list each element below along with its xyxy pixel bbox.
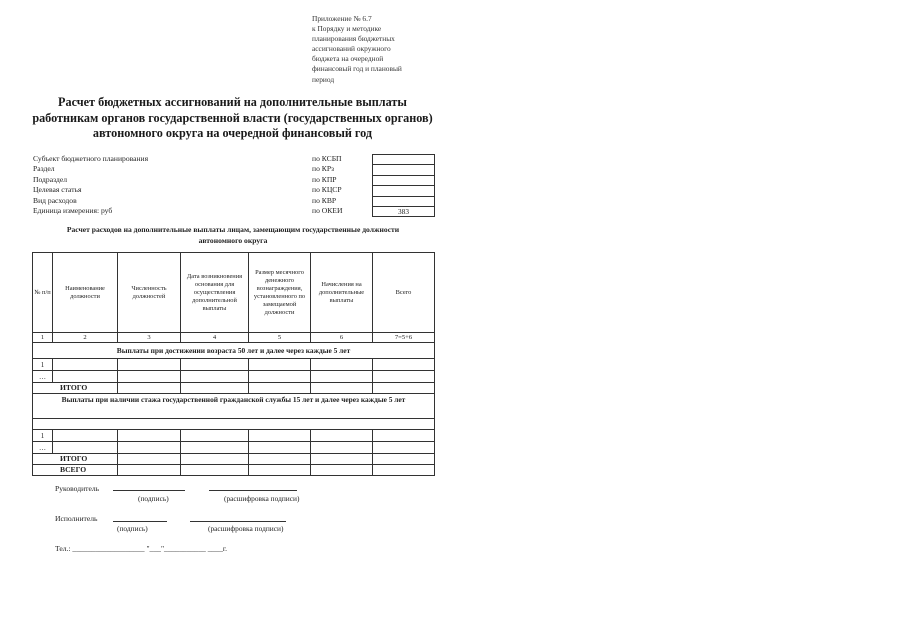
table-cell[interactable]	[373, 371, 435, 383]
column-number: 6	[311, 333, 373, 343]
table-subtitle	[38, 225, 428, 246]
header-cell: № п/п	[33, 253, 53, 333]
table-cell[interactable]	[53, 371, 118, 383]
column-number-row	[33, 333, 435, 343]
column-number: 7=5+6	[373, 333, 435, 343]
table-cell[interactable]	[118, 465, 181, 476]
table-cell[interactable]	[311, 454, 373, 465]
executor-label: Исполнитель	[55, 514, 98, 523]
subtitle-line: Расчет расходов на дополнительные выплаты лицам, замещающим государственные должности	[66, 225, 400, 234]
row-index: 1	[33, 430, 53, 442]
code-value-kcsr[interactable]	[373, 186, 434, 196]
code-name: по КСБП	[312, 154, 342, 163]
executor-decoding-line[interactable]	[190, 521, 286, 522]
grand-total-row	[33, 465, 435, 476]
code-names	[312, 154, 342, 216]
header-cell: Наименование должности	[53, 253, 118, 333]
table-cell[interactable]	[181, 359, 249, 371]
executor-signature-caption: (подпись)	[117, 524, 148, 533]
column-number: 1	[33, 333, 53, 343]
table-cell[interactable]	[249, 371, 311, 383]
table-row	[33, 371, 435, 383]
table-cell[interactable]	[249, 454, 311, 465]
code-name: по КПР	[312, 174, 337, 184]
table-cell[interactable]	[311, 359, 373, 371]
table-cell[interactable]	[373, 465, 435, 476]
payments-table	[32, 252, 435, 476]
head-signature-caption: (подпись)	[138, 494, 169, 503]
table-cell[interactable]	[249, 383, 311, 394]
executor-decoding-caption: (расшифровка подписи)	[208, 524, 284, 533]
table-cell[interactable]	[249, 430, 311, 442]
head-decoding-line[interactable]	[209, 490, 297, 491]
title-line: работникам органов государственной власти (государственных органов)	[32, 110, 433, 125]
code-name: по ОКЕИ	[312, 206, 343, 216]
code-label: Вид расходов	[33, 195, 77, 205]
table-cell[interactable]	[53, 359, 118, 371]
table-row	[33, 359, 435, 371]
head-signature-line[interactable]	[113, 490, 185, 491]
header-cell: Размер месячного денежного вознаграждения, установленного по замещаемой должности	[249, 253, 311, 333]
table-cell[interactable]	[181, 454, 249, 465]
table-cell[interactable]	[53, 430, 118, 442]
column-number: 4	[181, 333, 249, 343]
code-value-ksbp[interactable]	[373, 155, 434, 165]
appendix-line: планирования бюджетных	[312, 34, 395, 44]
code-name: по КЦСР	[312, 185, 342, 195]
appendix-line: период	[312, 74, 335, 84]
section-spacer-row	[33, 419, 435, 430]
total-label: ИТОГО	[33, 383, 118, 394]
appendix-line: бюджета на очередной	[312, 54, 384, 64]
head-label: Руководитель	[55, 484, 100, 493]
column-number: 3	[118, 333, 181, 343]
appendix-line: ассигнований окружного	[312, 44, 391, 54]
phone-date-line: Тел.: ___________________ "___"___________ ____г.	[55, 544, 228, 553]
code-value-krz[interactable]	[373, 165, 434, 175]
header-cell: Всего	[373, 253, 435, 333]
code-name: по КРз	[312, 164, 335, 174]
table-cell[interactable]	[118, 442, 181, 454]
header-cell: Начисления на дополнительные выплаты	[311, 253, 373, 333]
table-cell[interactable]	[311, 430, 373, 442]
table-cell[interactable]	[311, 442, 373, 454]
code-label: Субъект бюджетного планирования	[33, 154, 149, 163]
table-cell[interactable]	[373, 383, 435, 394]
codes-labels	[33, 154, 148, 216]
code-label: Единица измерения: руб	[33, 206, 113, 216]
total-row	[33, 454, 435, 465]
row-index: …	[33, 371, 53, 383]
table-cell[interactable]	[118, 383, 181, 394]
section1-title: Выплаты при достижении возраста 50 лет и далее через каждые 5 лет	[33, 343, 435, 359]
row-index: 1	[33, 359, 53, 371]
table-cell[interactable]	[181, 371, 249, 383]
subtitle-line: автономного округа	[198, 235, 268, 245]
table-cell[interactable]	[118, 359, 181, 371]
code-value-kvr[interactable]	[373, 197, 434, 207]
grand-total-label: ВСЕГО	[33, 465, 118, 476]
header-cell: Численность должностей	[118, 253, 181, 333]
table-cell[interactable]	[181, 442, 249, 454]
appendix-line: к Порядку и методике	[312, 24, 382, 34]
table-cell[interactable]	[181, 383, 249, 394]
table-cell[interactable]	[118, 454, 181, 465]
table-cell[interactable]	[181, 465, 249, 476]
section-header-row	[33, 394, 435, 419]
column-number: 2	[53, 333, 118, 343]
code-label: Подраздел	[33, 174, 67, 184]
code-label: Раздел	[33, 164, 55, 174]
table-cell[interactable]	[373, 359, 435, 371]
table-cell[interactable]	[181, 430, 249, 442]
column-number: 5	[249, 333, 311, 343]
appendix-note	[312, 14, 452, 85]
table-cell[interactable]	[311, 465, 373, 476]
executor-signature-line[interactable]	[113, 521, 167, 522]
table-cell[interactable]	[118, 430, 181, 442]
table-cell[interactable]	[373, 430, 435, 442]
section2-title: Выплаты при наличии стажа государственной гражданской службы 15 лет и далее через каждые 5 лет	[33, 394, 435, 419]
code-value-boxes	[372, 154, 435, 217]
total-row	[33, 383, 435, 394]
total-label: ИТОГО	[33, 454, 118, 465]
table-cell[interactable]	[373, 442, 435, 454]
table-cell[interactable]	[53, 442, 118, 454]
table-cell[interactable]	[373, 454, 435, 465]
table-cell[interactable]	[118, 371, 181, 383]
code-value-okei[interactable]: 383	[373, 207, 434, 217]
table-row	[33, 430, 435, 442]
table-row	[33, 442, 435, 454]
table-cell[interactable]	[311, 383, 373, 394]
code-name: по КВР	[312, 195, 337, 205]
code-value-kpr[interactable]	[373, 176, 434, 186]
code-label: Целевая статья	[33, 185, 82, 195]
table-cell[interactable]	[311, 371, 373, 383]
table-cell[interactable]	[249, 359, 311, 371]
title-line: Расчет бюджетных ассигнований на дополнительные выплаты	[58, 95, 407, 109]
appendix-line: финансовый год и плановый	[312, 64, 402, 74]
header-cell: Дата возникновения основания для осуществления дополнительной выплаты	[181, 253, 249, 333]
section-spacer	[33, 419, 435, 430]
document-title	[20, 95, 445, 142]
title-line: автономного округа на очередной финансовый год	[92, 126, 373, 140]
section-header-row	[33, 343, 435, 359]
table-cell[interactable]	[249, 465, 311, 476]
head-decoding-caption: (расшифровка подписи)	[224, 494, 300, 503]
table-header-row	[33, 253, 435, 333]
row-index: …	[33, 442, 53, 454]
appendix-line: Приложение № 6.7	[312, 14, 372, 23]
table-cell[interactable]	[249, 442, 311, 454]
